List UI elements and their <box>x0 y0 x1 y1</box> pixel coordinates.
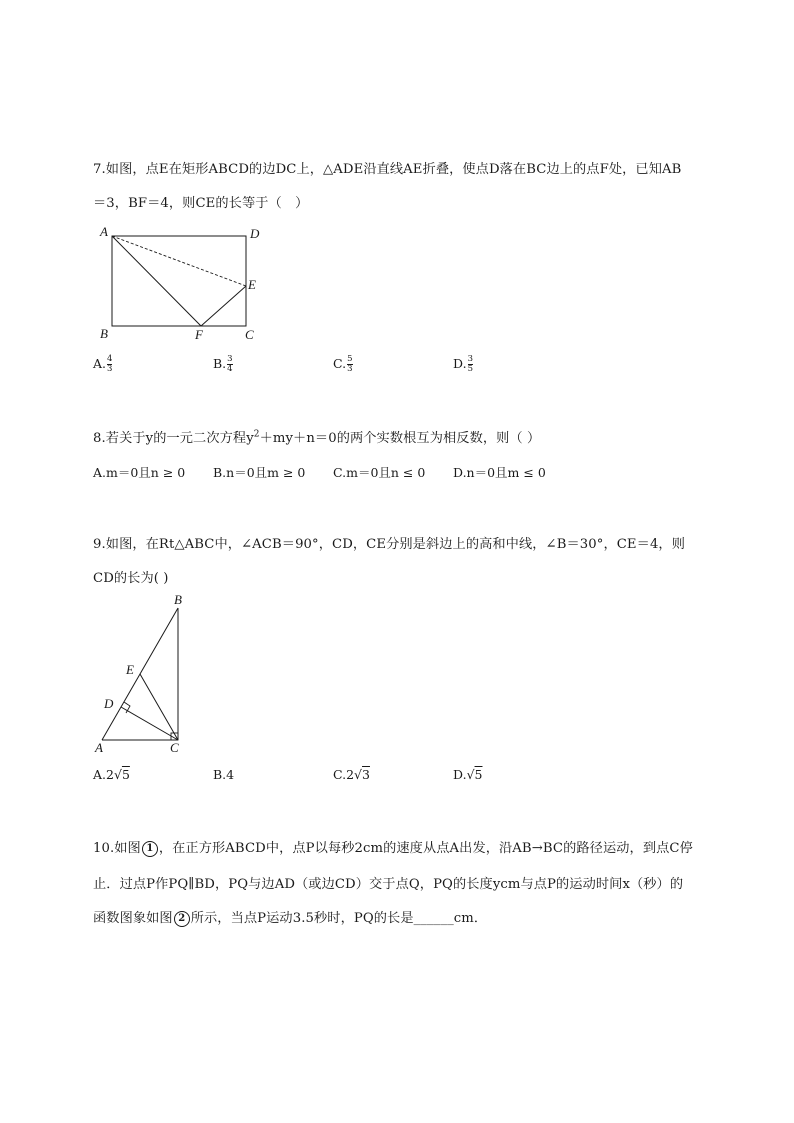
q9-option-d[interactable]: D.√5 <box>453 767 483 782</box>
q10-text-line3: 函数图象如图 2 所示，当点P运动3.5秒时，PQ的长是______cm． <box>93 911 488 926</box>
q8-options <box>93 463 713 483</box>
q9-label-c: C <box>170 740 179 755</box>
q9-label-b: B <box>174 592 182 607</box>
q9-option-b[interactable]: B.4 <box>213 767 235 782</box>
q7-label-d: D <box>250 226 260 241</box>
q7-rectangle-figure <box>95 222 275 344</box>
q7-label-c: C <box>245 327 254 342</box>
q7-text-line2: ＝3，BF＝4，则CE的长等于（ ） <box>93 196 309 211</box>
q9-label-d: D <box>104 696 114 711</box>
q9-label-e: E <box>126 662 134 677</box>
q7-option-d[interactable]: D. $\frac{3}{5}$ <box>453 354 473 374</box>
q8-option-b[interactable]: B.n＝0且m ≥ 0 <box>213 465 306 480</box>
q7-option-c[interactable]: C. $\frac{5}{3}$ <box>333 354 353 374</box>
q7-label-a: A <box>100 224 108 239</box>
q7-options <box>93 355 713 375</box>
figure-1-marker: 1 <box>142 841 158 857</box>
q7-option-b[interactable]: B. $\frac{3}{4}$ <box>213 354 233 374</box>
q9-label-a: A <box>95 740 103 755</box>
q10-text-line2: 止．过点P作PQ∥BD，PQ与边AD（或边CD）交于点Q，PQ的长度ycm与点P的运动时间x（秒）的 <box>93 877 684 892</box>
q8-option-d[interactable]: D.n＝0且m ≤ 0 <box>453 465 546 480</box>
q7-option-a[interactable]: A. $\frac{4}{3}$ <box>93 354 113 374</box>
q8-text-line1: 8.若关于y的一元二次方程$y^2+my+n=0$的两个实数根互为相反数，则（ ） <box>93 429 541 446</box>
q7-label-e: E <box>248 277 256 292</box>
q7-label-f: F <box>195 327 203 342</box>
q9-text-line2: CD的长为( ) <box>93 571 169 586</box>
q7-label-b: B <box>100 326 108 341</box>
q7-text-line1: 7.如图，点E在矩形ABCD的边DC上，△ADE沿直线AE折叠，使点D落在BC边上的点F处，已知AB <box>93 162 682 177</box>
q9-option-c[interactable]: C.2√3 <box>333 767 370 782</box>
q9-options <box>93 767 713 787</box>
q10-text-line1: 10.如图 1 ，在正方形ABCD中，点P以每秒2cm的速度从点A出发，沿AB→BC的路径运动，到点C停 <box>93 841 693 856</box>
figure-2-marker: 2 <box>174 911 190 927</box>
q8-option-a[interactable]: A.m＝0且n ≥ 0 <box>93 465 186 480</box>
q9-triangle-figure <box>92 590 202 756</box>
q8-option-c[interactable]: C.m＝0且n ≤ 0 <box>333 465 426 480</box>
q9-text-line1: 9.如图，在Rt△ABC中，∠ACB＝90°，CD，CE分别是斜边上的高和中线，∠B＝30°，CE＝4，则 <box>93 537 686 552</box>
q9-option-a[interactable]: A.2√5 <box>93 767 130 782</box>
